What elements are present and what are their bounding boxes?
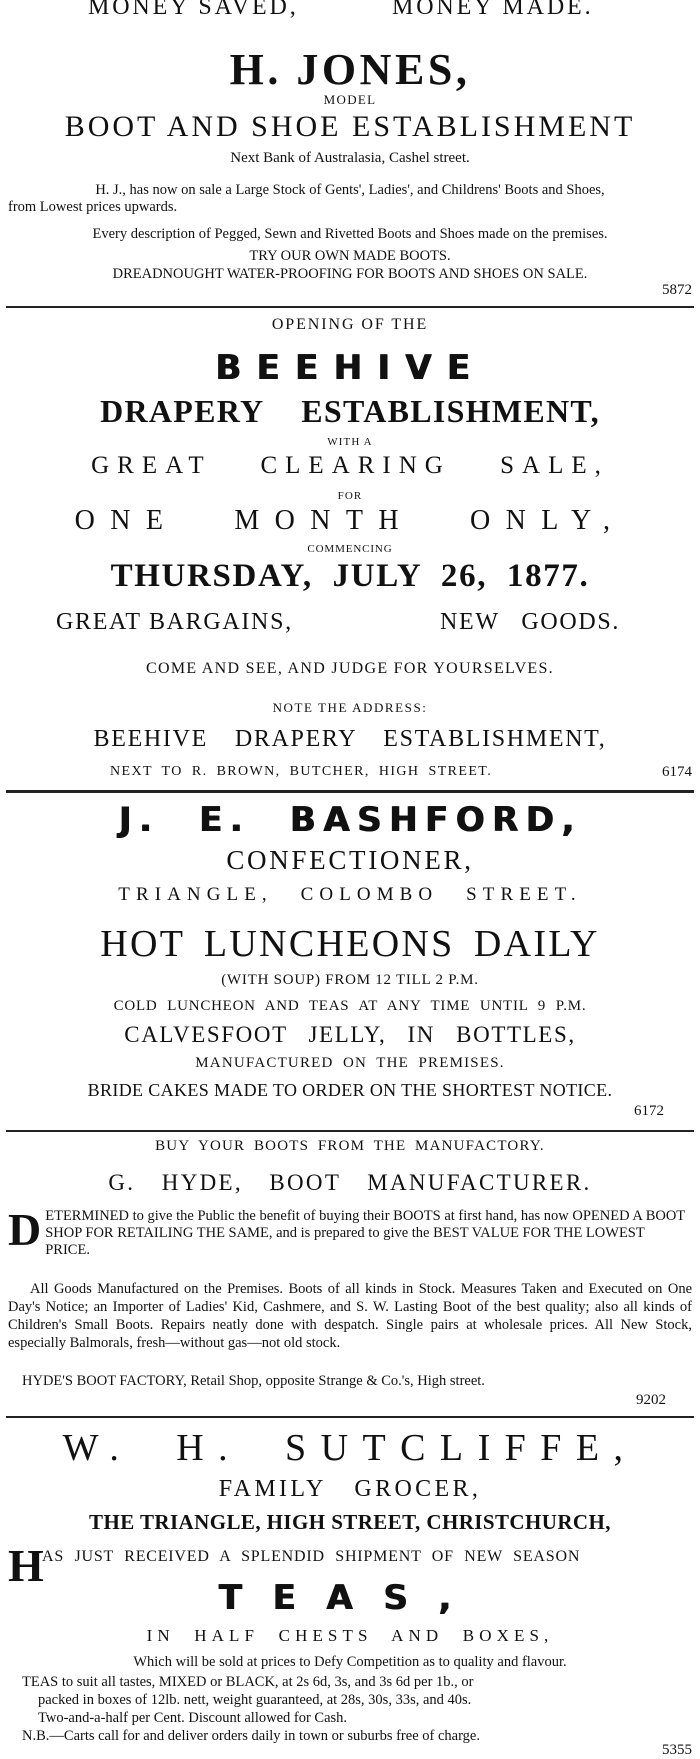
jones-address: Next Bank of Australasia, Cashel street.: [230, 150, 470, 166]
sutcliffe-prices2: packed in boxes of 12lb. nett, weight guaranteed, at 28s, 30s, 33s, and 40s.: [38, 1692, 472, 1708]
header-money-saved: MONEY SAVED,: [88, 0, 299, 20]
sutcliffe-trade: FAMILY GROCER,: [218, 1476, 482, 1502]
beehive-title: DRAPERY ESTABLISHMENT,: [100, 393, 600, 429]
hyde-name: G. HYDE, BOOT MANUFACTURER.: [108, 1170, 592, 1195]
jones-line3: Every description of Pegged, Sewn and Rivetted Boots and Shoes made on the premises.: [92, 226, 608, 242]
beehive-address-line: NEXT TO R. BROWN, BUTCHER, HIGH STREET.: [110, 764, 493, 779]
bashford-bride: BRIDE CAKES MADE TO ORDER ON THE SHORTEST NOTICE.: [87, 1080, 613, 1100]
beehive-bargains: GREAT BARGAINS,: [56, 609, 293, 635]
beehive-ref: 6174: [662, 764, 692, 780]
bashford-ref: 6172: [634, 1103, 664, 1119]
beehive-new-goods: NEW GOODS.: [440, 609, 621, 635]
header-money-made: MONEY MADE.: [392, 0, 594, 20]
beehive-name: BEEHIVE: [214, 348, 486, 388]
jones-model: MODEL: [323, 92, 377, 107]
sutcliffe-name: W. H. SUTCLIFFE,: [62, 1427, 638, 1469]
bashford-name: J. E. BASHFORD,: [118, 800, 582, 840]
beehive-sale: GREAT CLEARING SALE,: [91, 452, 609, 479]
sutcliffe-address: THE TRIANGLE, HIGH STREET, CHRISTCHURCH,: [89, 1510, 611, 1534]
bashford-address: TRIANGLE, COLOMBO STREET.: [118, 884, 582, 905]
bashford-manufactured: MANUFACTURED ON THE PREMISES.: [195, 1055, 505, 1071]
beehive-commencing: COMMENCING: [307, 543, 393, 555]
jones-line2: from Lowest prices upwards.: [8, 199, 178, 215]
beehive-with-a: WITH A: [327, 436, 373, 448]
sutcliffe-discount: Two-and-a-half per Cent. Discount allowed for Cash.: [38, 1710, 348, 1726]
hyde-para1: ETERMINED to give the Public the benefit of buying their BOOTS at first hand, has now OPENED A BOOT SHOP FOR RETAILING THE SAME, and is prepared to give the BEST VALUE FOR THE LOWEST PRICE.: [45, 1208, 685, 1258]
hyde-factory: HYDE'S BOOT FACTORY, Retail Shop, opposite Strange & Co.'s, High street.: [22, 1373, 485, 1389]
beehive-date: THURSDAY, JULY 26, 1877.: [110, 558, 590, 594]
beehive-note: NOTE THE ADDRESS:: [272, 700, 428, 715]
bashford-hours: (WITH SOUP) FROM 12 TILL 2 P.M.: [221, 972, 479, 988]
beehive-address-name: BEEHIVE DRAPERY ESTABLISHMENT,: [93, 726, 607, 752]
hyde-buy: BUY YOUR BOOTS FROM THE MANUFACTORY.: [155, 1138, 545, 1154]
jones-line1: H. J., has now on sale a Large Stock of Gents', Ladies', and Childrens' Boots and Shoes,: [95, 182, 605, 198]
bashford-jelly: CALVESFOOT JELLY, IN BOTTLES,: [124, 1022, 576, 1047]
sutcliffe-dropcap: H: [8, 1540, 44, 1591]
beehive-opening: OPENING OF THE: [271, 316, 429, 333]
sutcliffe-chests: IN HALF CHESTS AND BOXES,: [146, 1626, 554, 1645]
sutcliffe-ref: 5355: [662, 1742, 692, 1758]
beehive-duration: ONE MONTH ONLY,: [74, 505, 626, 536]
hyde-dropcap: D: [8, 1204, 42, 1255]
sutcliffe-teas: TEAS,: [218, 1578, 482, 1618]
divider-4: [6, 1416, 694, 1418]
divider-2: [6, 790, 694, 793]
jones-line5: DREADNOUGHT WATER-PROOFING FOR BOOTS AND SHOES ON SALE.: [112, 266, 588, 282]
bashford-trade: CONFECTIONER,: [226, 845, 474, 875]
bashford-headline: HOT LUNCHEONS DAILY: [100, 923, 600, 965]
sutcliffe-received: AS JUST RECEIVED A SPLENDID SHIPMENT OF NEW SEASON: [42, 1548, 581, 1565]
jones-ref: 5872: [662, 282, 692, 298]
jones-name: H. JONES,: [229, 45, 471, 94]
hyde-ref: 9202: [636, 1392, 666, 1408]
jones-line4: TRY OUR OWN MADE BOOTS.: [249, 248, 451, 264]
divider-3: [6, 1130, 694, 1132]
bashford-cold: COLD LUNCHEON AND TEAS AT ANY TIME UNTIL 9 P.M.: [113, 998, 587, 1014]
sutcliffe-sold: Which will be sold at prices to Defy Competition as to quality and flavour.: [133, 1654, 567, 1670]
divider-1: [6, 306, 694, 308]
beehive-come: COME AND SEE, AND JUDGE FOR YOURSELVES.: [146, 660, 554, 677]
sutcliffe-prices1: TEAS to suit all tastes, MIXED or BLACK, at 2s 6d, 3s, and 3s 6d per 1b., or: [22, 1674, 474, 1690]
beehive-for: FOR: [337, 490, 363, 502]
hyde-para2: All Goods Manufactured on the Premises. Boots of all kinds in Stock. Measures Taken and Executed on One Day's Notice; an Importer of Ladies' Kid, Cashmere, and S. W. Lasting Boot of the best quality; also all kinds of Children's Small Boots. Repairs neatly done with despatch. Single pairs at wholesale prices. All New Stock, especially Balmorals, fresh—without gas—not old stock.: [8, 1281, 692, 1351]
sutcliffe-nb: N.B.—Carts call for and deliver orders daily in town or suburbs free of charge.: [22, 1728, 480, 1744]
jones-title: BOOT AND SHOE ESTABLISHMENT: [64, 110, 636, 143]
